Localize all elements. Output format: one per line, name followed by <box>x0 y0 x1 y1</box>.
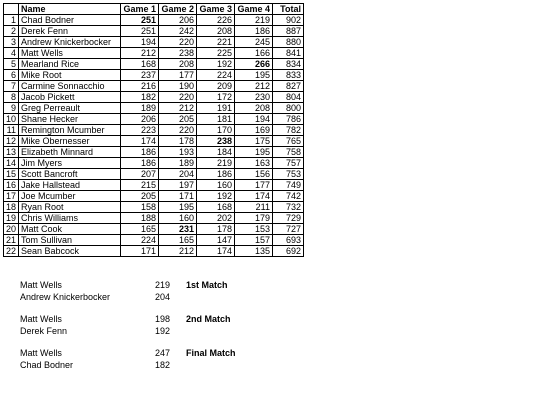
game3-score: 238 <box>197 136 235 147</box>
game2-score: 177 <box>159 70 197 81</box>
game4-score: 266 <box>235 59 273 70</box>
game4-score: 208 <box>235 103 273 114</box>
game4-score: 175 <box>235 136 273 147</box>
bowler-name: Matt Wells <box>19 48 121 59</box>
rank-cell: 3 <box>4 37 19 48</box>
game2-score: 171 <box>159 191 197 202</box>
game1-score: 207 <box>121 169 159 180</box>
game2-score: 195 <box>159 202 197 213</box>
player-score: 198 <box>154 314 170 324</box>
bowler-name: Jacob Pickett <box>19 92 121 103</box>
game3-score: 221 <box>197 37 235 48</box>
rank-cell: 21 <box>4 235 19 246</box>
game3-score: 219 <box>197 158 235 169</box>
game1-score: 216 <box>121 81 159 92</box>
match-title: Final Match <box>186 348 236 358</box>
rank-cell: 12 <box>4 136 19 147</box>
rank-cell: 18 <box>4 202 19 213</box>
game2-score: 165 <box>159 235 197 246</box>
table-row <box>4 202 304 213</box>
game1-score: 223 <box>121 125 159 136</box>
game3-score: 174 <box>197 246 235 257</box>
total-score: 786 <box>273 114 304 125</box>
total-score: 765 <box>273 136 304 147</box>
rank-cell: 15 <box>4 169 19 180</box>
rank-cell: 16 <box>4 180 19 191</box>
game4-score: 179 <box>235 213 273 224</box>
game4-score: 212 <box>235 81 273 92</box>
bowler-name: Joe Mcumber <box>19 191 121 202</box>
game1-score: 158 <box>121 202 159 213</box>
game2-score: 212 <box>159 103 197 114</box>
player-score: 182 <box>154 360 170 370</box>
total-score: 693 <box>273 235 304 246</box>
rank-cell: 9 <box>4 103 19 114</box>
game2-score: 205 <box>159 114 197 125</box>
game1-score: 206 <box>121 114 159 125</box>
bowler-name: Jake Hallstead <box>19 180 121 191</box>
game1-score: 212 <box>121 48 159 59</box>
rank-cell: 19 <box>4 213 19 224</box>
game4-score: 186 <box>235 26 273 37</box>
game3-score: 224 <box>197 70 235 81</box>
game3-score: 191 <box>197 103 235 114</box>
table-row <box>4 235 304 246</box>
player-score: 204 <box>154 292 170 302</box>
rank-cell: 2 <box>4 26 19 37</box>
game4-score: 166 <box>235 48 273 59</box>
rank-cell: 6 <box>4 70 19 81</box>
game4-score: 177 <box>235 180 273 191</box>
table-row <box>4 15 304 26</box>
table-row <box>4 70 304 81</box>
game4-header: Game 4 <box>235 4 273 15</box>
total-score: 834 <box>273 59 304 70</box>
player-name: Derek Fenn <box>20 326 68 336</box>
match-title: 2nd Match <box>186 314 231 324</box>
game2-score: 220 <box>159 37 197 48</box>
rank-cell: 14 <box>4 158 19 169</box>
player-score: 192 <box>154 326 170 336</box>
bowler-name: Greg Perreault <box>19 103 121 114</box>
game1-score: 237 <box>121 70 159 81</box>
total-score: 841 <box>273 48 304 59</box>
table-row <box>4 169 304 180</box>
table-row <box>4 48 304 59</box>
table-row <box>4 37 304 48</box>
table-row <box>4 147 304 158</box>
total-score: 782 <box>273 125 304 136</box>
bowler-name: Mike Obernesser <box>19 136 121 147</box>
rank-cell: 11 <box>4 125 19 136</box>
total-score: 887 <box>273 26 304 37</box>
rank-cell: 4 <box>4 48 19 59</box>
game3-score: 181 <box>197 114 235 125</box>
game1-score: 251 <box>121 26 159 37</box>
game1-header: Game 1 <box>121 4 159 15</box>
game1-score: 205 <box>121 191 159 202</box>
game2-score: 208 <box>159 59 197 70</box>
game3-score: 225 <box>197 48 235 59</box>
game3-score: 192 <box>197 59 235 70</box>
game3-score: 147 <box>197 235 235 246</box>
game4-score: 245 <box>235 37 273 48</box>
total-score: 804 <box>273 92 304 103</box>
game2-score: 204 <box>159 169 197 180</box>
game2-score: 231 <box>159 224 197 235</box>
game4-score: 195 <box>235 147 273 158</box>
bowler-name: Mearland Rice <box>19 59 121 70</box>
game1-score: 168 <box>121 59 159 70</box>
rank-cell: 7 <box>4 81 19 92</box>
bowler-name: Tom Sullivan <box>19 235 121 246</box>
game3-score: 170 <box>197 125 235 136</box>
game1-score: 174 <box>121 136 159 147</box>
bowler-name: Carmine Sonnacchio <box>19 81 121 92</box>
game3-score: 178 <box>197 224 235 235</box>
rank-cell: 5 <box>4 59 19 70</box>
game3-score: 168 <box>197 202 235 213</box>
total-score: 880 <box>273 37 304 48</box>
player-name: Matt Wells <box>20 348 62 358</box>
bowler-name: Chris Williams <box>19 213 121 224</box>
name-header: Name <box>19 4 121 15</box>
total-score: 758 <box>273 147 304 158</box>
total-score: 757 <box>273 158 304 169</box>
game1-score: 182 <box>121 92 159 103</box>
game2-score: 242 <box>159 26 197 37</box>
game4-score: 219 <box>235 15 273 26</box>
table-row <box>4 224 304 235</box>
game1-score: 186 <box>121 158 159 169</box>
table-row <box>4 180 304 191</box>
bowler-name: Andrew Knickerbocker <box>19 37 121 48</box>
game3-score: 202 <box>197 213 235 224</box>
game4-score: 211 <box>235 202 273 213</box>
table-row <box>4 213 304 224</box>
game2-score: 160 <box>159 213 197 224</box>
game1-score: 186 <box>121 147 159 158</box>
rank-cell: 1 <box>4 15 19 26</box>
game3-score: 192 <box>197 191 235 202</box>
total-score: 727 <box>273 224 304 235</box>
game3-score: 226 <box>197 15 235 26</box>
bowler-name: Remington Mcumber <box>19 125 121 136</box>
game2-score: 220 <box>159 92 197 103</box>
game4-score: 174 <box>235 191 273 202</box>
game3-score: 209 <box>197 81 235 92</box>
game2-score: 212 <box>159 246 197 257</box>
game3-score: 160 <box>197 180 235 191</box>
game3-score: 208 <box>197 26 235 37</box>
game2-header: Game 2 <box>159 4 197 15</box>
total-score: 827 <box>273 81 304 92</box>
bowler-name: Elizabeth Minnard <box>19 147 121 158</box>
game2-score: 197 <box>159 180 197 191</box>
rank-cell: 8 <box>4 92 19 103</box>
header-row <box>4 4 304 15</box>
bowler-name: Chad Bodner <box>19 15 121 26</box>
player-name: Matt Wells <box>20 280 62 290</box>
rank-cell: 20 <box>4 224 19 235</box>
bowler-name: Shane Hecker <box>19 114 121 125</box>
table-row <box>4 125 304 136</box>
game3-score: 184 <box>197 147 235 158</box>
rank-header <box>4 4 19 15</box>
game4-score: 153 <box>235 224 273 235</box>
game4-score: 230 <box>235 92 273 103</box>
game2-score: 189 <box>159 158 197 169</box>
table-row <box>4 136 304 147</box>
table-row <box>4 103 304 114</box>
bowler-name: Derek Fenn <box>19 26 121 37</box>
rank-cell: 22 <box>4 246 19 257</box>
game4-score: 135 <box>235 246 273 257</box>
total-score: 732 <box>273 202 304 213</box>
player-name: Matt Wells <box>20 314 62 324</box>
total-score: 800 <box>273 103 304 114</box>
game1-score: 165 <box>121 224 159 235</box>
total-score: 833 <box>273 70 304 81</box>
game4-score: 169 <box>235 125 273 136</box>
bowler-name: Mike Root <box>19 70 121 81</box>
total-score: 753 <box>273 169 304 180</box>
game3-score: 172 <box>197 92 235 103</box>
bowler-name: Scott Bancroft <box>19 169 121 180</box>
player-score: 247 <box>154 348 170 358</box>
table-row <box>4 59 304 70</box>
game2-score: 220 <box>159 125 197 136</box>
match-title: 1st Match <box>186 280 228 290</box>
table-row <box>4 92 304 103</box>
game2-score: 190 <box>159 81 197 92</box>
table-row <box>4 191 304 202</box>
game4-score: 195 <box>235 70 273 81</box>
total-score: 902 <box>273 15 304 26</box>
game4-score: 156 <box>235 169 273 180</box>
game3-header: Game 3 <box>197 4 235 15</box>
game1-score: 215 <box>121 180 159 191</box>
table-row <box>4 246 304 257</box>
game1-score: 171 <box>121 246 159 257</box>
total-score: 729 <box>273 213 304 224</box>
rank-cell: 10 <box>4 114 19 125</box>
game1-score: 251 <box>121 15 159 26</box>
bowler-name: Ryan Root <box>19 202 121 213</box>
total-score: 749 <box>273 180 304 191</box>
table-row <box>4 158 304 169</box>
player-name: Andrew Knickerbocker <box>20 292 111 302</box>
game2-score: 238 <box>159 48 197 59</box>
total-header: Total <box>273 4 304 15</box>
game1-score: 194 <box>121 37 159 48</box>
rank-cell: 13 <box>4 147 19 158</box>
player-name: Chad Bodner <box>20 360 74 370</box>
rank-cell: 17 <box>4 191 19 202</box>
bowler-name: Sean Babcock <box>19 246 121 257</box>
bowler-name: Matt Cook <box>19 224 121 235</box>
game1-score: 224 <box>121 235 159 246</box>
player-score: 219 <box>154 280 170 290</box>
table-row <box>4 26 304 37</box>
game3-score: 186 <box>197 169 235 180</box>
total-score: 742 <box>273 191 304 202</box>
scores-table <box>3 3 304 257</box>
game4-score: 157 <box>235 235 273 246</box>
game1-score: 189 <box>121 103 159 114</box>
table-row <box>4 114 304 125</box>
game1-score: 188 <box>121 213 159 224</box>
game4-score: 194 <box>235 114 273 125</box>
game2-score: 206 <box>159 15 197 26</box>
table-row <box>4 81 304 92</box>
game2-score: 193 <box>159 147 197 158</box>
bowler-name: Jim Myers <box>19 158 121 169</box>
game2-score: 178 <box>159 136 197 147</box>
total-score: 692 <box>273 246 304 257</box>
game4-score: 163 <box>235 158 273 169</box>
